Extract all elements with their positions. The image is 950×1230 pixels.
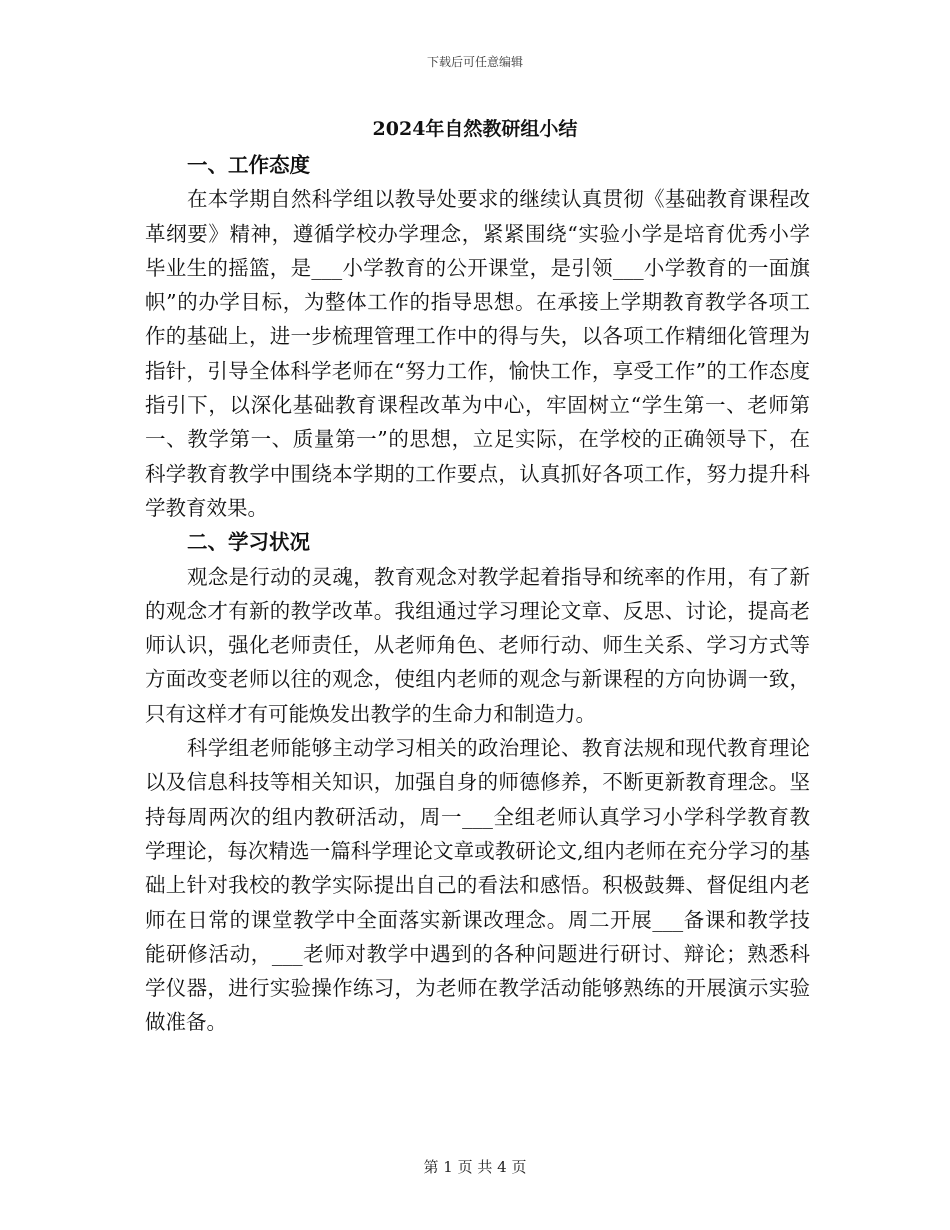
page-header-note: 下载后可任意编辑 xyxy=(426,55,523,69)
page-footer-pagination: 第 1 页 共 4 页 xyxy=(423,1158,527,1176)
document-title: 2024年自然教研组小结 xyxy=(372,118,578,140)
document-body xyxy=(145,148,810,1040)
paragraph-study-concepts: 观念是行动的灵魂，教育观念对教学起着指导和统率的作用，有了新的观念才有新的教学改革。我组通过学习理论文章、反思、讨论，提高老师认识，强化老师责任，从老师角色、老师行动、师生关系、学习方式等方面改变老师以往的观念，使组内老师的观念与新课程的方向协调一致，只有这样才有可能焕发出教学的生命力和制造力。 xyxy=(145,564,810,726)
section-heading-study-status: 二、学习状况 xyxy=(187,530,310,555)
paragraph-study-activities: 科学组老师能够主动学习相关的政治理论、教育法规和现代教育理论以及信息科技等相关知识，加强自身的师德修养，不断更新教育理念。坚持每周两次的组内教研活动，周一___全组老师认真学习小学科学教育教学理论，每次精选一篇科学理论文章或教研论文,组内老师在充分学习的基础上针对我校的教学实际提出自己的看法和感悟。积极鼓舞、督促组内老师在日常的课堂教学中全面落实新课改理念。周二开展___备课和教学技能研修活动，___老师对教学中遇到的各种问题进行研讨、辩论；熟悉科学仪器，进行实验操作练习，为老师在教学活动能够熟练的开展演示实验做准备。 xyxy=(145,736,810,1035)
paragraph-work-attitude: 在本学期自然科学组以教导处要求的继续认真贯彻《基础教育课程改革纲要》精神，遵循学校办学理念，紧紧围绕“实验小学是培育优秀小学毕业生的摇篮，是___小学教育的公开课堂，是引领___小学教育的一面旗帜”的办学目标，为整体工作的指导思想。在承接上学期教育教学各项工作的基础上，进一步梳理管理工作中的得与失，以各项工作精细化管理为指针，引导全体科学老师在“努力工作，愉快工作，享受工作”的工作态度指引下，以深化基础教育课程改革为中心，牢固树立“学生第一、老师第一、教学第一、质量第一”的思想，立足实际，在学校的正确领导下，在科学教育教学中围绕本学期的工作要点，认真抓好各项工作，努力提升科学教育效果。 xyxy=(145,187,810,520)
section-heading-work-attitude: 一、工作态度 xyxy=(187,153,310,177)
